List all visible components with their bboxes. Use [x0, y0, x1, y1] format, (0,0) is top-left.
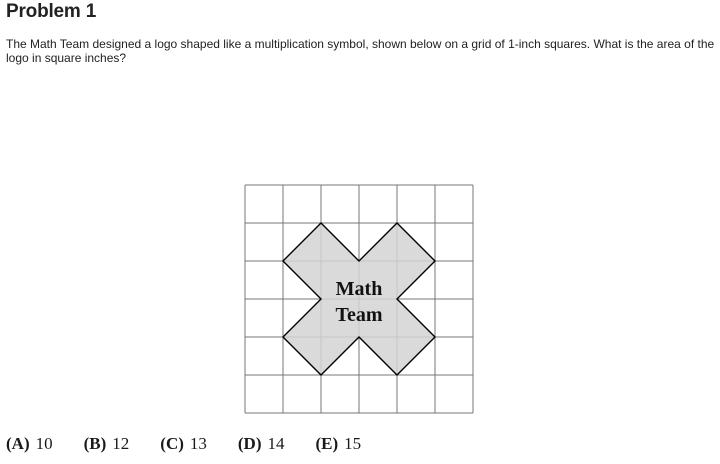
choice-value: 13 [189, 434, 207, 453]
logo-label-math: Math [335, 278, 383, 300]
choice-c[interactable] [160, 434, 207, 454]
choice-d[interactable] [238, 434, 285, 454]
problem-title: Problem 1 [6, 1, 97, 22]
choice-letter: (C) [160, 434, 184, 453]
choice-e[interactable] [316, 434, 362, 454]
logo-label-team: Team [335, 304, 383, 326]
choice-a[interactable] [6, 434, 53, 454]
choice-value: 14 [267, 434, 285, 453]
choice-value: 10 [35, 434, 53, 453]
choice-value: 15 [344, 434, 362, 453]
choice-letter: (A) [6, 434, 30, 453]
logo-figure [244, 184, 474, 414]
choice-letter: (E) [315, 434, 339, 453]
problem-text: The Math Team designed a logo shaped like a multiplication symbol, shown below on a grid of 1-inch squares. What is the area of the logo in square inches? [6, 37, 715, 65]
answer-choices [6, 434, 392, 456]
choice-letter: (D) [237, 434, 262, 453]
choice-value: 12 [112, 434, 130, 453]
choice-b[interactable] [84, 434, 130, 454]
choice-letter: (B) [83, 434, 107, 453]
